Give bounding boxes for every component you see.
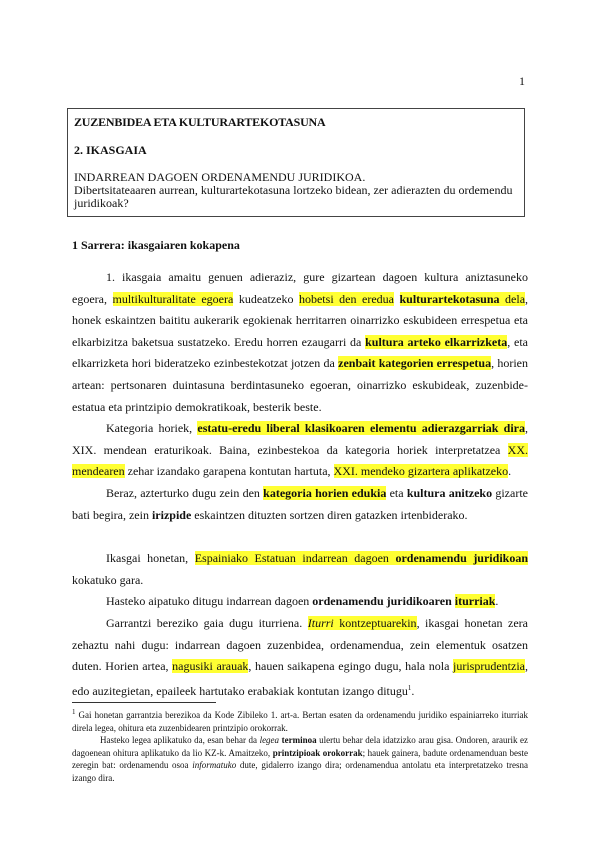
text: . — [495, 594, 499, 609]
bold-text: kultura anitzeko — [406, 485, 493, 500]
text: Gai honetan garrantzia berezikoa da Kode Zibileko 1. art-a. Bertan esaten da ordenamendu juridiko espainiarreko iturriak direla legea, ohitura eta zuzenbidearen printzipio orokorrak. — [72, 710, 528, 733]
text: eta — [386, 485, 407, 500]
highlight: XXI. mendeko gizartera aplikatzeko — [333, 464, 509, 479]
text: . — [508, 464, 512, 479]
highlight: hobetsi den eredua — [298, 291, 394, 306]
paragraph-3 — [72, 483, 528, 526]
highlight-bold: estatu-eredu liberal klasikoaren elementu adierazgarriak dira — [197, 421, 526, 436]
italic-text: informatuko — [192, 760, 237, 770]
text: ; hauek gainera, badute ordenamenduan beste zeregin bat: ordenamendu osoa — [72, 747, 528, 770]
text: ulertu behar dela idatzizko arau gisa. Ondoren, araurik ez dagoenean ohitura aplikatuko da lio KZ-k. Amaitzeko, — [72, 735, 528, 758]
paragraph-4 — [72, 548, 528, 591]
text: eskaintzen dituzten sortzen diren gatazken irtenbiderako. — [191, 507, 468, 522]
text: Garrantzi bereziko gaia dugu iturriena. — [106, 615, 308, 630]
paragraph-5 — [72, 591, 528, 613]
text: dute, gidalerro izango dira; ordenamendua antolatu eta interpretatzeko tresna izango dira. — [72, 760, 528, 783]
text: , XIX. mendean eraturikoak. Baina, ezinbestekoa da kategoria horiek interpretatzea — [72, 421, 529, 457]
main-content — [72, 238, 528, 702]
footnote-1 — [72, 706, 528, 734]
lesson-question: Dibertsitateaaren aurrean, kulturartekotasuna lortzeko bidean, zer adierazten du ordemendu juridikoak? — [74, 183, 513, 210]
text: , hauen saikapena egingo dugu, hala nola — [248, 659, 454, 674]
bold-text: printzipioak orokorrak — [272, 747, 363, 758]
highlight-bold: kultura arteko elkarrizketa — [365, 334, 508, 349]
footnotes — [72, 706, 528, 784]
section-heading: 1 Sarrera: ikasgaiaren kokapena — [72, 238, 240, 252]
bold-text: irizpide — [151, 507, 192, 522]
highlight: kontzeptuarekin — [333, 615, 417, 630]
highlight-bold: ordenamendu juridikoan — [395, 551, 528, 566]
text: , edo auzitegietan, epaileek hartutako erabakiak kontutan izango ditugu — [72, 659, 528, 698]
footnote-mark: 1 — [72, 708, 76, 716]
highlight: Espainiako Estatuan indarrean dagoen — [194, 551, 396, 566]
highlight-italic: Iturri — [307, 615, 334, 630]
text: , ikasgai honetan zera zehaztu nahi dugu: indarrean dagoen zuzenbidea, ordenamendua, zein elementuk osatzen duten. Horien artea, — [72, 615, 529, 674]
highlight: dela — [499, 291, 526, 306]
text: Beraz, azterturko dugu zein den — [106, 485, 264, 500]
header-box — [67, 108, 525, 217]
text: Hasteko aipatuko ditugu indarrean dagoen — [106, 594, 313, 609]
lesson-subject: INDARREAN DAGOEN ORDENAMENDU JURIDIKOA. — [74, 170, 366, 184]
text: , eta elkarrizketa hori bideratzeko ezinbestekotzat jotzen da — [72, 334, 528, 371]
course-title: ZUZENBIDEA ETA KULTURARTEKOTASUNA — [74, 115, 326, 129]
paragraph-2 — [72, 418, 528, 483]
text: , honek eskaintzen baititu aukerarik egokienak herritarren oinarrizko eskubideen errespetua eta elkarbizitza baketsua sustatzeko. Eredu horren ezaugarri da — [72, 291, 529, 349]
footnote-reference[interactable]: 1 — [407, 683, 412, 692]
paragraph-6 — [72, 613, 528, 702]
highlight-bold: zenbait kategorien errespetua — [338, 356, 492, 371]
highlight-bold: kategoria horien edukia — [263, 485, 387, 500]
text: , horien artean: pertsonaren duintasuna berdintasuneko egoeran, oinarrizko eskubideak, zuzenbide-estatua eta printzipio demokratikoak, besterik beste. — [72, 356, 528, 414]
text: Kategoria horiek, — [106, 421, 198, 436]
text: zehar izandako garapena kontutan hartuta, — [124, 464, 334, 479]
highlight: XX. mendearen — [72, 442, 528, 479]
highlight: multikulturalitate egoera — [112, 291, 234, 306]
bold-text: ordenamendu juridikoaren — [312, 594, 455, 609]
text — [394, 292, 400, 306]
highlight: nagusiki arauak — [172, 659, 249, 674]
highlight: jurisprudentzia — [453, 659, 525, 674]
highlight-bold: iturriak — [454, 594, 496, 609]
bold-text: terminoa — [279, 735, 317, 745]
text: kudeatzeko — [233, 291, 299, 306]
text: 1. ikasgaia amaitu genuen adieraziz, gure gizartean dagoen kultura aniztasuneko egoera, — [72, 270, 528, 306]
footnote-1-continued — [72, 734, 528, 784]
italic-text: legea — [259, 735, 280, 745]
text: . — [411, 683, 415, 698]
text: Hasteko legea aplikatuko da, esan behar da — [100, 735, 260, 745]
footnote-separator — [72, 702, 216, 703]
paragraph-1 — [72, 267, 528, 418]
text: kokatuko gara. — [72, 572, 144, 587]
text: gizarte bati begira, zein — [72, 485, 528, 522]
page-number: 1 — [519, 74, 525, 88]
lesson-title: 2. IKASGAIA — [74, 143, 147, 157]
text: Ikasgai honetan, — [106, 551, 195, 566]
highlight-bold: kulturartekotasuna — [399, 291, 500, 306]
